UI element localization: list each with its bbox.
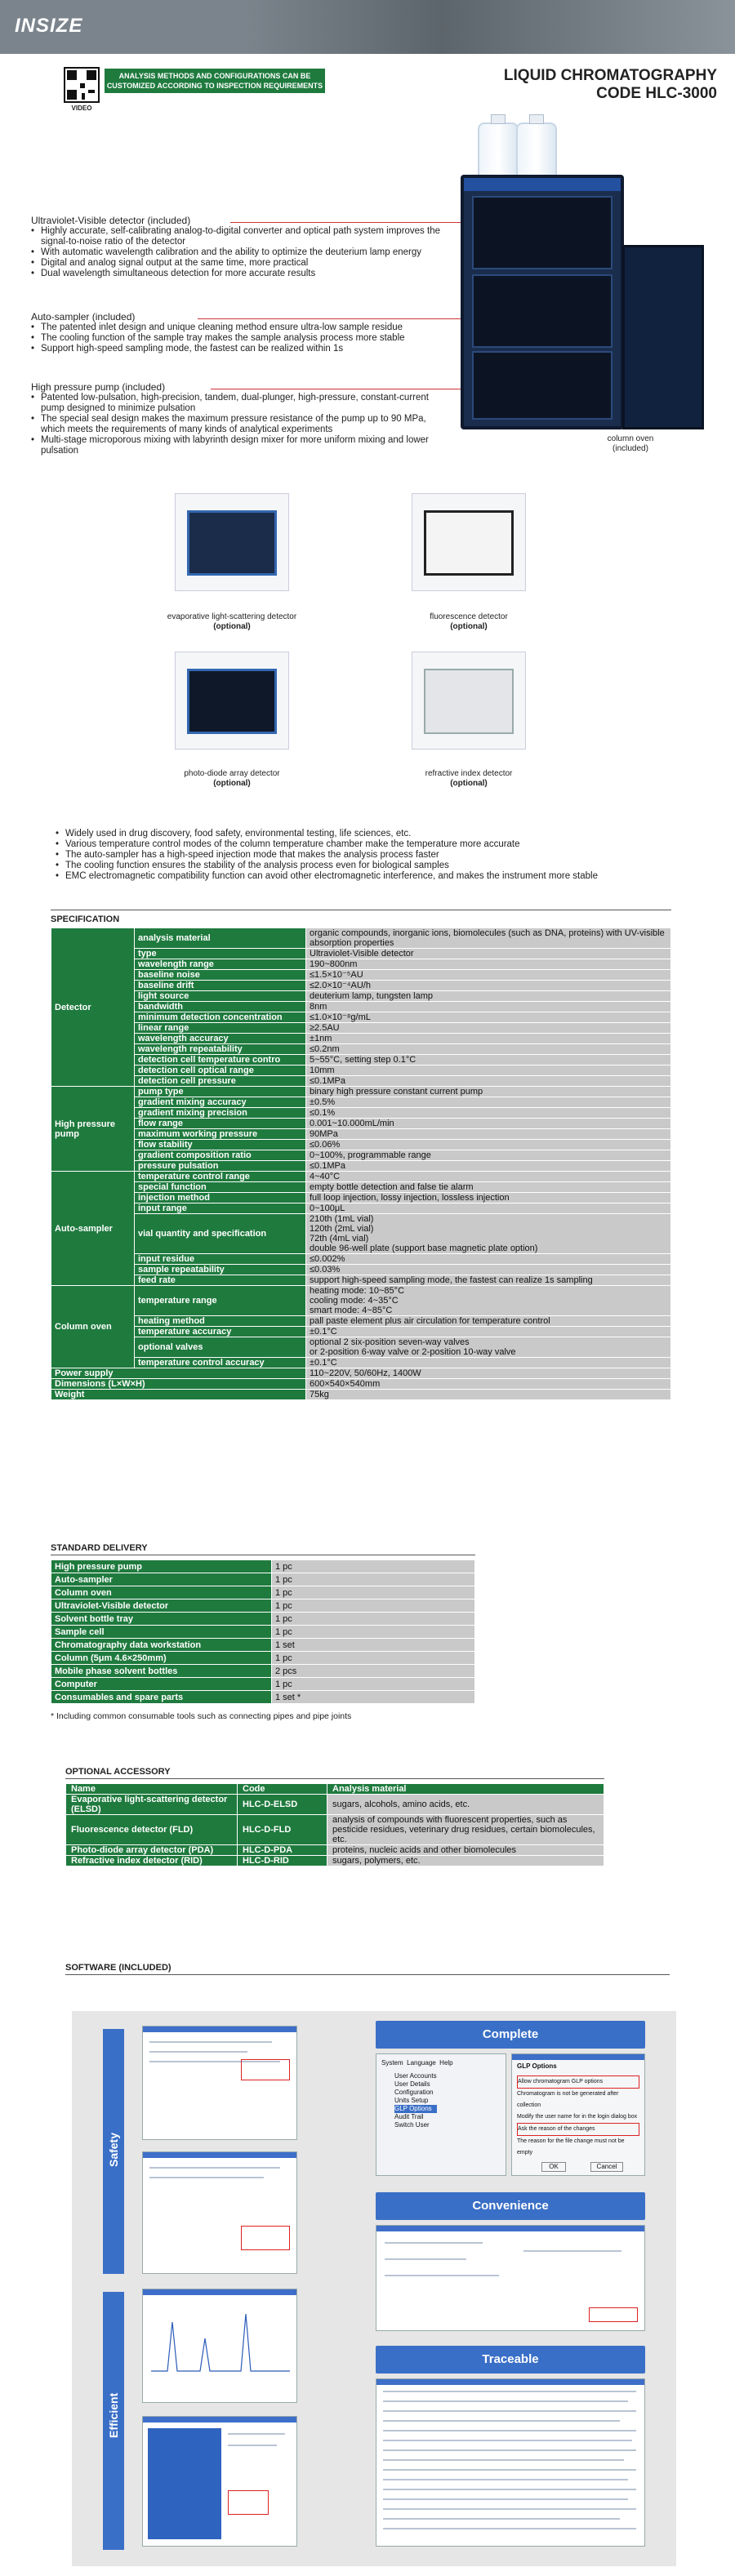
delivery-qty: 1 pc [272,1573,475,1586]
optional-row [66,1845,604,1856]
spec-param: injection method [135,1193,306,1203]
menu-screenshot [376,2053,506,2176]
glp-option: Allow chromatogram GLP options [517,2075,639,2089]
spec-value: 8nm [306,1002,671,1012]
spec-row [51,1379,671,1390]
delivery-row [51,1652,475,1665]
spec-param: light source [135,991,306,1002]
qr-code[interactable] [64,67,100,103]
spec-value: ≥2.5AU [306,1023,671,1034]
spec-param: detection cell temperature contro [135,1055,306,1066]
optional-header: Analysis material [327,1784,604,1795]
intro-item: • The cooling function of the sample tray makes the sample analysis process more stable [31,333,448,344]
intro-item: • Highly accurate, self-calibrating analog-to-digital converter and optical path system improves the signal-to-noise ratio of the detector [31,226,448,247]
delivery-row [51,1691,475,1704]
pill-convenience: Convenience [376,2192,645,2220]
caption-text: column oven [607,434,654,443]
optional-row [66,1795,604,1815]
delivery-item: Ultraviolet-Visible detector [51,1599,272,1613]
menu-text: Language [407,2059,436,2067]
intro-title: Auto-sampler (included) [31,311,136,323]
spec-value: 0~100μL [306,1203,671,1214]
spec-param: maximum working pressure [135,1129,306,1140]
spec-row [51,1140,671,1150]
spec-group: Auto-sampler [51,1172,135,1286]
spec-value: optional 2 six-position seven-way valves or 2-position 6-way valve or 2-position 10-way valve [306,1337,671,1358]
caption-note: (included) [612,444,648,453]
optional-code: HLC-D-ELSD [238,1795,327,1815]
menu-text: User Details [394,2080,430,2088]
caption-text: photo-diode array detector [184,769,280,778]
software-screenshot [142,2416,297,2547]
delivery-item: Column (5μm 4.6×250mm) [51,1652,272,1665]
intro-item: • The special seal design makes the maximum pressure resistance of the pump up to 90 MPa, which meets the requirements of many kinds of analytical experiments [31,414,448,435]
header-decoration [245,0,735,54]
column-oven-caption [565,434,696,454]
spec-param: gradient mixing accuracy [135,1097,306,1108]
optional-material: sugars, alcohols, amino acids, etc. [327,1795,604,1815]
elsd-image [175,493,289,591]
safety-label [103,2029,124,2274]
glp-option: The reason for the file change must not be empty [517,2138,625,2156]
spec-group: Detector [51,928,135,1087]
banner-line: CUSTOMIZED ACCORDING TO INSPECTION REQUIREMENTS [106,82,323,90]
delivery-item: Computer [51,1678,272,1691]
spec-value: ≤0.1% [306,1108,671,1119]
feature-item: • EMC electromagnetic compatibility function can avoid other electromagnetic interference, and makes the instrument more stable [56,871,709,882]
spec-value: support high-speed sampling mode, the fastest can realize 1s sampling [306,1275,671,1286]
delivery-qty: 1 pc [272,1652,475,1665]
pda-image [175,652,289,750]
intro-item: • The patented inlet design and unique cleaning method ensure ultra-low sample residue [31,323,448,333]
menu-text: Configuration [394,2089,434,2096]
spec-row [51,1254,671,1265]
software-title: SOFTWARE (INCLUDED) [65,1963,172,1973]
delivery-row [51,1599,475,1613]
delivery-qty: 1 set * [272,1691,475,1704]
delivery-row [51,1613,475,1626]
caption-note: (optional) [213,622,251,631]
delivery-qty: 1 pc [272,1560,475,1573]
optional-name: Evaporative light-scattering detector (ELSD) [66,1795,238,1815]
intro-item: • With automatic wavelength calibration and the ability to optimize the deuterium lamp energy [31,247,448,258]
spec-param: gradient mixing precision [135,1108,306,1119]
menu-text: User Accounts [394,2072,437,2080]
spec-param: flow stability [135,1140,306,1150]
column-oven-image [622,245,704,429]
caption-note: (optional) [450,779,488,788]
delivery-row [51,1560,475,1573]
pill-complete: Complete [376,2021,645,2049]
optional-material: analysis of compounds with fluorescent properties, such as pesticide residues, veterinary drug residues, certain biomolecules, etc. [327,1815,604,1845]
caption-text: refractive index detector [425,769,513,778]
spec-value: 600×540×540mm [306,1379,671,1390]
spec-param: temperature control accuracy [135,1358,306,1368]
rid-image [412,652,526,750]
spec-table [51,928,671,1400]
spec-value: deuterium lamp, tungsten lamp [306,991,671,1002]
intro-item: • Patented low-pulsation, high-precision, tandem, dual-plunger, high-pressure, constant-current pump designed to minimize pulsation [31,393,448,414]
spec-value: ≤0.1MPa [306,1161,671,1172]
spec-row [51,1108,671,1119]
callout-line [230,222,467,223]
software-screenshot [142,2026,297,2140]
spec-group: Dimensions (L×W×H) [51,1379,306,1390]
delivery-qty: 1 pc [272,1613,475,1626]
spec-param: baseline noise [135,970,306,981]
feature-item: • Various temperature control modes of the column temperature chamber make the temperature more accurate [56,839,709,850]
solvent-bottle [478,122,519,178]
spec-value: ±0.1°C [306,1358,671,1368]
spec-value: ±0.1°C [306,1327,671,1337]
spec-value: 0.001~10.000mL/min [306,1119,671,1129]
gallery-caption [150,769,314,789]
divider [65,1778,604,1779]
delivery-row [51,1639,475,1652]
spec-row [51,1203,671,1214]
menu-text: GLP Options [394,2105,437,2113]
delivery-row [51,1586,475,1599]
spec-param: pump type [135,1087,306,1097]
optional-name: Refractive index detector (RID) [66,1856,238,1866]
spec-value: 90MPa [306,1129,671,1140]
gallery-caption [387,769,550,789]
intro-item: • Digital and analog signal output at the same time, more practical [31,258,448,269]
spec-param: temperature accuracy [135,1327,306,1337]
spec-param: special function [135,1182,306,1193]
spec-param: detection cell optical range [135,1066,306,1076]
optional-material: proteins, nucleic acids and other biomolecules [327,1845,604,1856]
caption-text: fluorescence detector [430,612,508,621]
menu-text: Audit Trail [394,2113,424,2120]
spec-row [51,928,671,949]
spec-param: wavelength accuracy [135,1034,306,1044]
spec-param: sample repeatability [135,1265,306,1275]
delivery-row [51,1626,475,1639]
spec-row [51,1182,671,1193]
ok-button: OK [541,2162,566,2172]
spec-row [51,1076,671,1087]
efficient-label [103,2292,124,2550]
spec-row [51,1087,671,1097]
header-bar [0,0,735,54]
optional-code: HLC-D-PDA [238,1845,327,1856]
delivery-qty: 1 pc [272,1626,475,1639]
delivery-table [51,1559,475,1704]
spec-row [51,1161,671,1172]
delivery-item: Sample cell [51,1626,272,1639]
spec-row [51,1265,671,1275]
delivery-title: STANDARD DELIVERY [51,1543,148,1553]
spec-value: heating mode: 10~85°C cooling mode: 4~35°C smart mode: 4~85°C [306,1286,671,1316]
product-name: LIQUID CHROMATOGRAPHY [503,67,717,84]
gallery-caption [387,612,550,632]
spec-row [51,1044,671,1055]
spec-group: Power supply [51,1368,306,1379]
caption-note: (optional) [450,622,488,631]
feature-item: • Widely used in drug discovery, food safety, environmental testing, life sciences, etc. [56,829,709,839]
spec-value: 10mm [306,1066,671,1076]
spec-value: ±0.5% [306,1097,671,1108]
product-title [504,67,717,103]
spec-row [51,949,671,959]
optional-name: Photo-diode array detector (PDA) [66,1845,238,1856]
spec-row [51,1119,671,1129]
cancel-button: Cancel [590,2162,623,2172]
optional-title: OPTIONAL ACCESSORY [65,1767,171,1777]
spec-param: input range [135,1203,306,1214]
glp-option: Chromatogram is not be generated after collection [517,2091,619,2108]
spec-param: vial quantity and specification [135,1214,306,1254]
spec-param: detection cell pressure [135,1076,306,1087]
optional-header: Code [238,1784,327,1795]
spec-title: SPECIFICATION [51,914,120,924]
delivery-row [51,1665,475,1678]
video-label: VIDEO [71,105,92,112]
spec-value: 0~100%, programmable range [306,1150,671,1161]
spec-param: temperature control range [135,1172,306,1182]
software-panel [72,2011,676,2566]
spec-value: ≤0.2nm [306,1044,671,1055]
spec-value: ≤0.1MPa [306,1076,671,1087]
intro-item: • Support high-speed sampling mode, the fastest can be realized within 1s [31,344,448,354]
product-code: CODE HLC-3000 [596,85,717,102]
side-label-text: Safety [107,2132,120,2168]
intro-item: • Dual wavelength simultaneous detection for more accurate results [31,269,448,279]
intro-title: Ultraviolet-Visible detector (included) [31,215,191,226]
audit-log-screenshot [376,2378,645,2547]
spec-row [51,1012,671,1023]
spec-value: 75kg [306,1390,671,1400]
caption-note: (optional) [213,779,251,788]
delivery-qty: 1 pc [272,1599,475,1613]
optional-row [66,1856,604,1866]
delivery-item: Column oven [51,1586,272,1599]
delivery-qty: 1 pc [272,1678,475,1691]
glp-title: GLP Options [517,2062,557,2070]
software-screenshot [142,2151,297,2274]
optional-code: HLC-D-FLD [238,1815,327,1845]
spec-value: 5~55°C, setting step 0.1°C [306,1055,671,1066]
caption-text: evaporative light-scattering detector [167,612,297,621]
spec-value: ±1nm [306,1034,671,1044]
spec-row [51,1390,671,1400]
spec-param: bandwidth [135,1002,306,1012]
delivery-qty: 1 set [272,1639,475,1652]
delivery-item: Mobile phase solvent bottles [51,1665,272,1678]
spec-group: Column oven [51,1286,135,1368]
menu-text: Switch User [394,2121,430,2129]
spec-value: ≤0.002% [306,1254,671,1265]
menu-text: Units Setup [394,2097,429,2104]
optional-name: Fluorescence detector (FLD) [66,1815,238,1845]
spec-value: binary high pressure constant current pump [306,1087,671,1097]
spec-value: ≤1.0×10⁻⁸g/mL [306,1012,671,1023]
spec-row [51,1368,671,1379]
spec-value: ≤0.03% [306,1265,671,1275]
gallery-caption [150,612,314,632]
delivery-item: Solvent bottle tray [51,1613,272,1626]
divider [65,1974,670,1975]
delivery-item: Auto-sampler [51,1573,272,1586]
banner-line: ANALYSIS METHODS AND CONFIGURATIONS CAN BE [118,72,311,80]
spec-row [51,970,671,981]
spec-value: 110~220V, 50/60Hz, 1400W [306,1368,671,1379]
delivery-item: Chromatography data workstation [51,1639,272,1652]
spec-group: Weight [51,1390,306,1400]
spec-row [51,1002,671,1012]
spec-param: baseline drift [135,981,306,991]
spec-param: wavelength repeatability [135,1044,306,1055]
side-label-text: Efficient [107,2392,120,2438]
intro-detector [31,216,448,279]
spec-row [51,991,671,1002]
software-screenshot [142,2289,297,2403]
spec-row [51,981,671,991]
delivery-item: High pressure pump [51,1560,272,1573]
intro-title: High pressure pump (included) [31,381,166,393]
spec-row [51,1066,671,1076]
optional-table [65,1783,604,1866]
software-screenshot [376,2225,645,2331]
spec-row [51,1214,671,1254]
optional-header: Name [66,1784,238,1795]
spec-value: ≤0.06% [306,1140,671,1150]
spec-row [51,1172,671,1182]
spec-value: ≤1.5×10⁻⁵AU [306,970,671,981]
spec-value: 190~800nm [306,959,671,970]
spec-group: High pressure pump [51,1087,135,1172]
spec-param: type [135,949,306,959]
spec-param: feed rate [135,1275,306,1286]
spec-param: minimum detection concentration [135,1012,306,1023]
spec-value: organic compounds, inorganic ions, biomolecules (such as DNA, proteins) with UV-visible absorption properties [306,928,671,949]
spec-row [51,959,671,970]
spec-param: pressure pulsation [135,1161,306,1172]
delivery-qty: 2 pcs [272,1665,475,1678]
spec-row [51,1023,671,1034]
spec-param: optional valves [135,1337,306,1358]
optional-code: HLC-D-RID [238,1856,327,1866]
feature-item: • The auto-sampler has a high-speed injection mode that makes the analysis process faster [56,850,709,861]
spec-param: temperature range [135,1286,306,1316]
customization-banner [105,69,325,93]
pill-traceable: Traceable [376,2346,645,2374]
menu-text: Help [439,2059,453,2067]
solvent-bottle [516,122,557,178]
delivery-qty: 1 pc [272,1586,475,1599]
spec-row [51,1337,671,1358]
spec-param: gradient composition ratio [135,1150,306,1161]
spec-value: Ultraviolet-Visible detector [306,949,671,959]
spec-value: empty bottle detection and false tie alarm [306,1182,671,1193]
spec-row [51,1327,671,1337]
spec-row [51,1358,671,1368]
spec-row [51,1275,671,1286]
spec-value: 210th (1mL vial) 120th (2mL vial) 72th (4mL vial) double 96-well plate (support base magnetic plate option) [306,1214,671,1254]
spec-value: ≤2.0×10⁻⁴AU/h [306,981,671,991]
optional-material: sugars, polymers, etc. [327,1856,604,1866]
intro-item: • Multi-stage microporous mixing with labyrinth design mixer for more uniform mixing and lower pulsation [31,435,448,456]
delivery-row [51,1573,475,1586]
spec-row [51,1316,671,1327]
delivery-row [51,1678,475,1691]
chromatogram-preview [143,2298,296,2396]
spec-row [51,1034,671,1044]
optional-row [66,1815,604,1845]
glp-dialog [511,2053,645,2176]
intro-pump [31,382,448,456]
spec-value: full loop injection, lossy injection, lossless injection [306,1193,671,1203]
delivery-note: * Including common consumable tools such as connecting pipes and pipe joints [51,1711,352,1721]
delivery-item: Consumables and spare parts [51,1691,272,1704]
menu-text: System [381,2059,403,2067]
spec-param: heating method [135,1316,306,1327]
spec-value: 4~40°C [306,1172,671,1182]
spec-param: wavelength range [135,959,306,970]
spec-row [51,1150,671,1161]
spec-row [51,1286,671,1316]
feature-list [56,829,709,882]
spec-param: linear range [135,1023,306,1034]
brand-logo: INSIZE [15,15,83,37]
spec-row [51,1055,671,1066]
spec-param: analysis material [135,928,306,949]
feature-item: • The cooling function ensures the stability of the analysis process even for biological samples [56,861,709,871]
glp-option: Modify the user name for in the login dialog box [517,2114,638,2120]
spec-value: pall paste element plus air circulation for temperature control [306,1316,671,1327]
optional-header-row [66,1784,604,1795]
callout-line [198,318,467,319]
spec-param: flow range [135,1119,306,1129]
glp-option: Ask the reason of the changes [517,2123,639,2136]
instrument-stack [461,175,624,429]
spec-param: input residue [135,1254,306,1265]
fld-image [412,493,526,591]
spec-row [51,1097,671,1108]
spec-row [51,1129,671,1140]
spec-row [51,1193,671,1203]
